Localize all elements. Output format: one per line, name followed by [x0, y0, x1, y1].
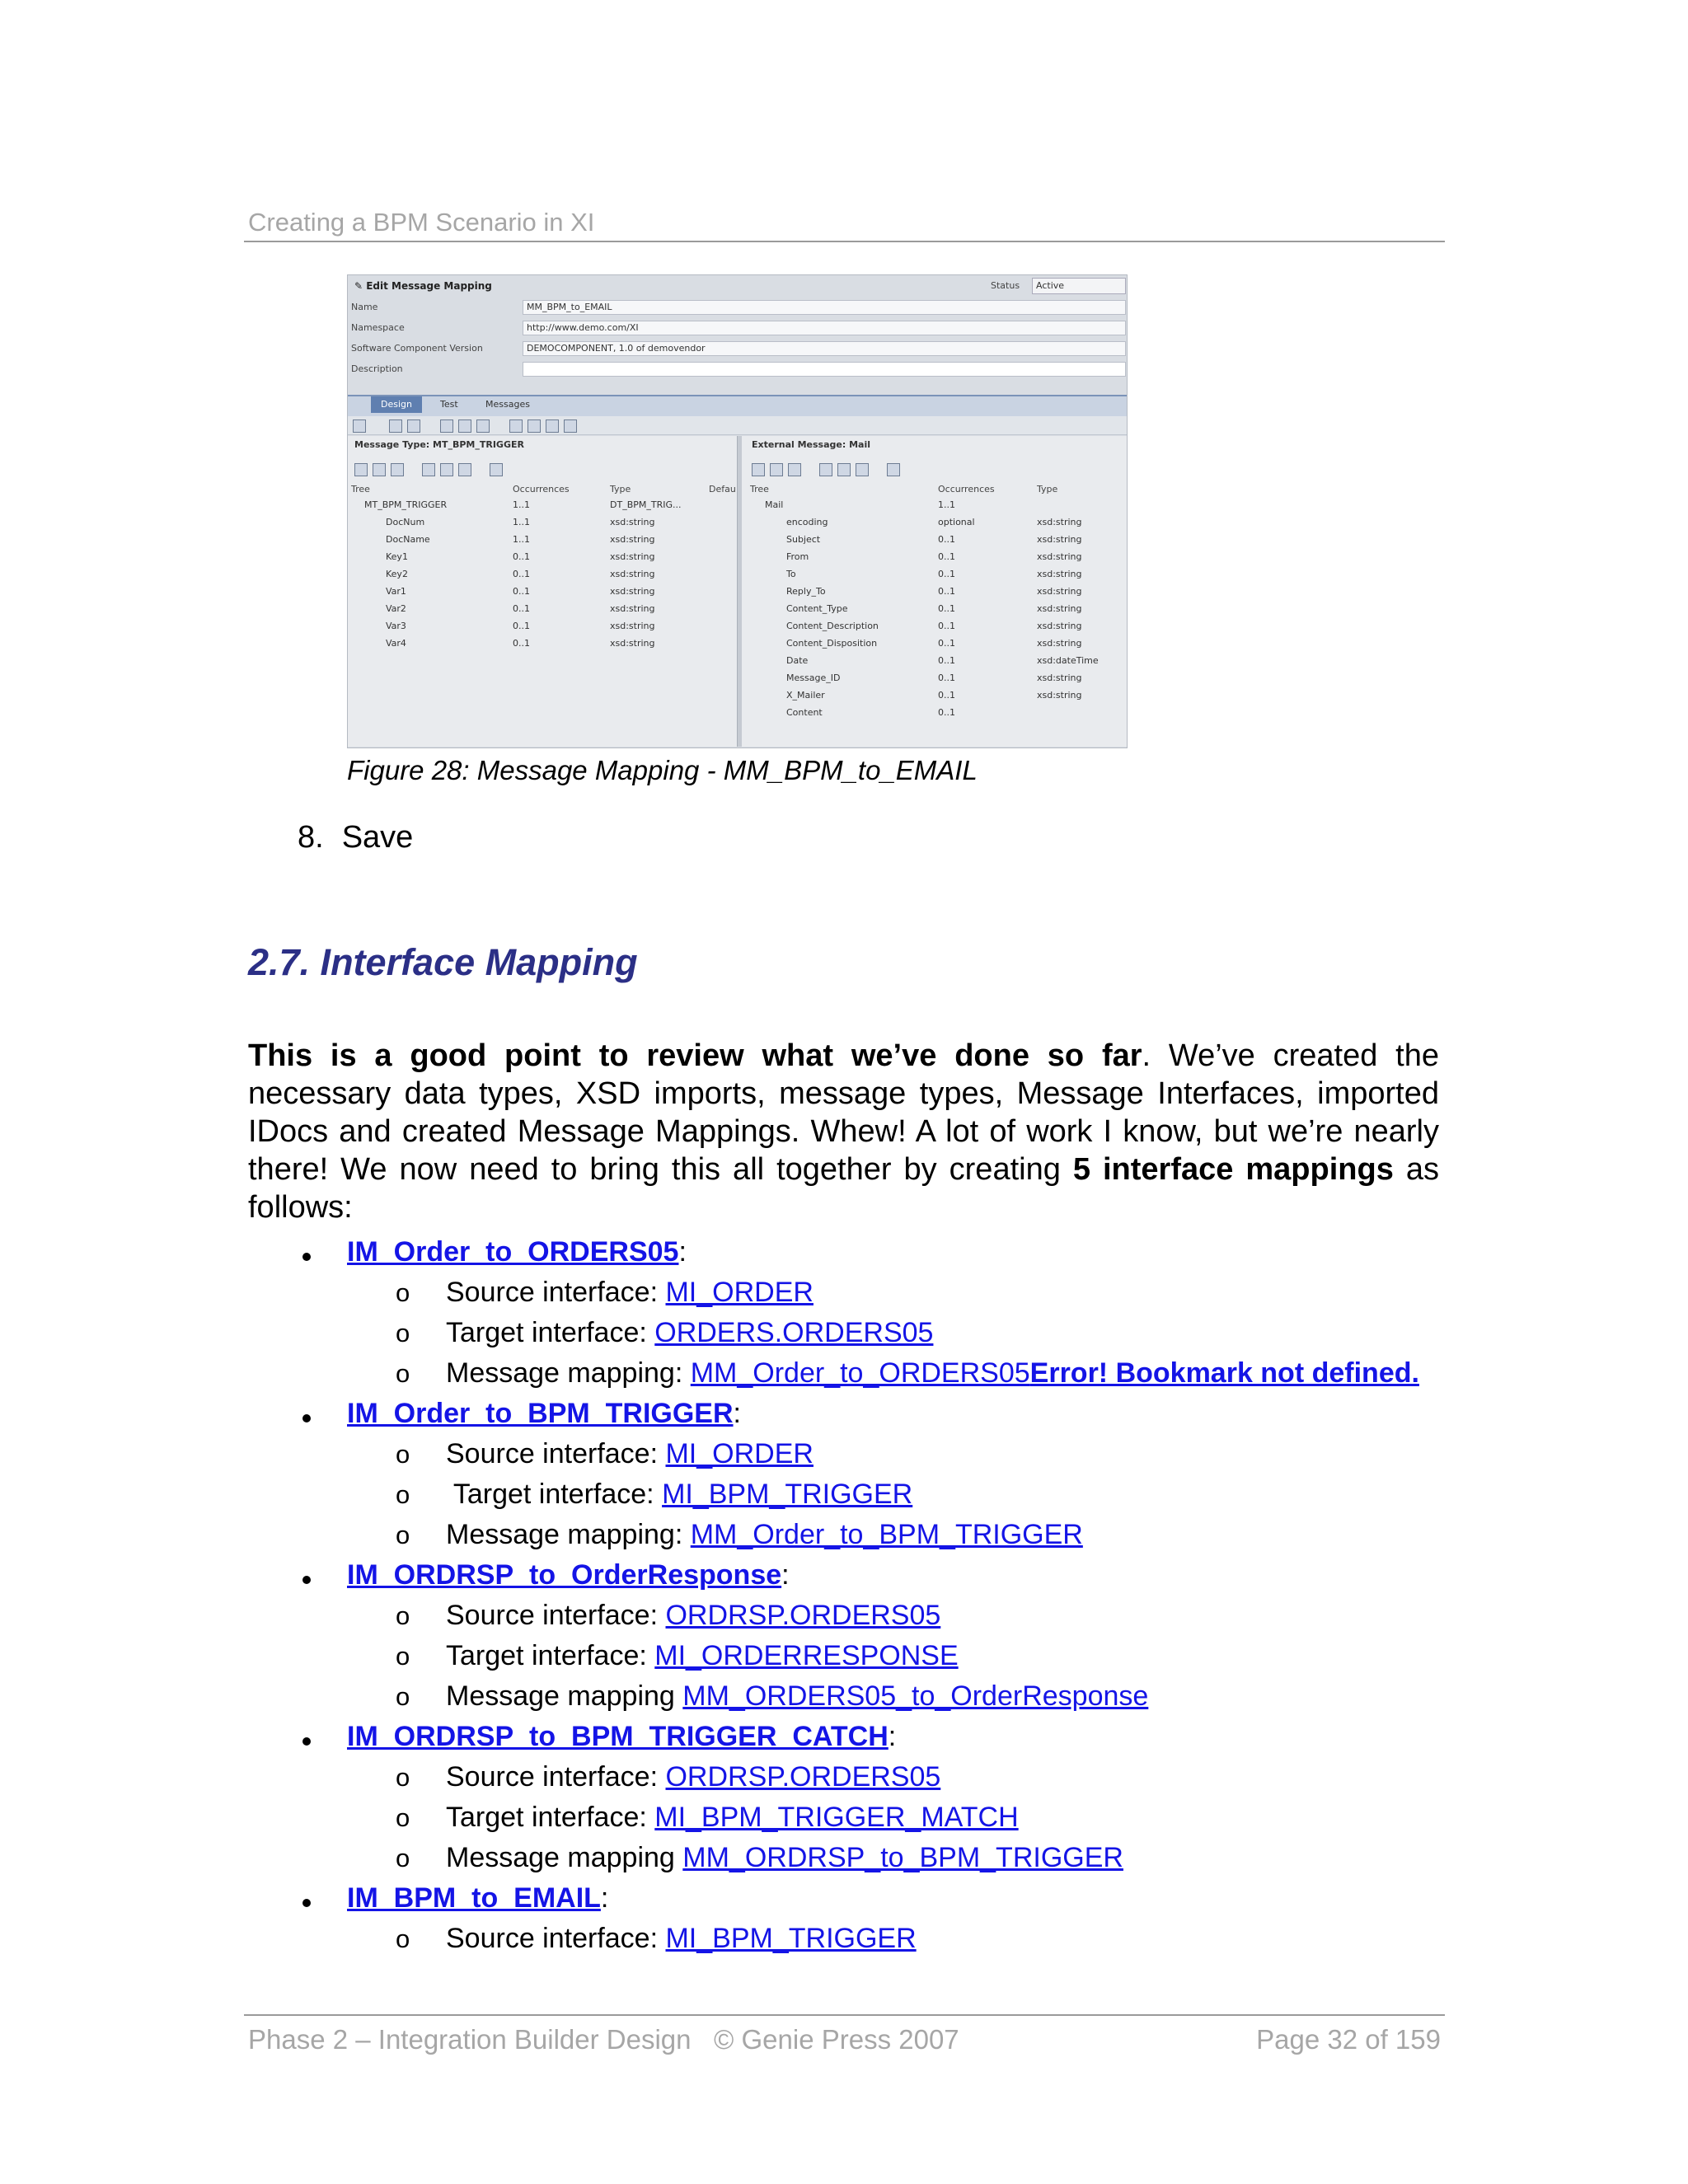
tree-node-name[interactable]: Mail [765, 499, 784, 510]
tree-node-occurrence: 0..1 [938, 551, 955, 562]
toolbar-icon[interactable] [564, 419, 577, 433]
toolbar-icon[interactable] [458, 419, 471, 433]
tree-node-type: xsd:string [610, 586, 655, 597]
intro-paragraph [248, 1037, 1439, 1226]
sub-bullet-icon: o [396, 1319, 410, 1347]
mapping-item [347, 1236, 687, 1268]
detail-link[interactable]: ORDRSP.ORDERS05 [665, 1761, 941, 1793]
tree-node-type: xsd:string [610, 638, 655, 649]
toolbar-icon[interactable] [407, 419, 420, 433]
pane-toolbar-icon[interactable] [819, 463, 832, 476]
sub-bullet-icon: o [396, 1924, 410, 1953]
bullet-icon [302, 1899, 311, 1907]
column-header: Occurrences [513, 484, 570, 494]
sub-bullet-icon: o [396, 1440, 410, 1469]
pane-toolbar-icon[interactable] [354, 463, 368, 476]
sub-bullet-icon: o [396, 1844, 410, 1872]
pane-toolbar-icon[interactable] [440, 463, 453, 476]
step-item [298, 820, 413, 855]
tree-node-type: xsd:string [1037, 551, 1082, 562]
detail-link[interactable]: MI_BPM_TRIGGER [665, 1923, 917, 1954]
toolbar-icon[interactable] [546, 419, 559, 433]
detail-link[interactable]: MI_BPM_TRIGGER [662, 1479, 913, 1510]
detail-label: Source interface: [446, 1923, 666, 1954]
mapping-detail [446, 1317, 933, 1349]
detail-label: Target interface: [446, 1640, 655, 1671]
tree-node-name[interactable]: Date [786, 655, 809, 666]
tree-node-type: xsd:string [610, 569, 655, 579]
sub-bullet-icon: o [396, 1359, 410, 1388]
mapping-item [347, 1882, 608, 1915]
tree-node-name[interactable]: X_Mailer [786, 690, 825, 701]
tree-node-type: xsd:dateTime [1037, 655, 1099, 666]
footer-rule [244, 2014, 1445, 2016]
detail-label: Message mapping: [446, 1519, 691, 1550]
tree-node-type: xsd:string [1037, 690, 1082, 701]
mapping-name-link[interactable]: IM_ORDRSP_to_BPM_TRIGGER_CATCH [347, 1721, 889, 1752]
pane-toolbar-icon[interactable] [490, 463, 503, 476]
figure-caption: Figure 28: Message Mapping - MM_BPM_to_EMAIL [347, 755, 978, 785]
tree-node-name[interactable]: Content_Description [786, 621, 879, 631]
tree-node-name[interactable]: DocName [386, 534, 430, 545]
mapping-item [347, 1721, 896, 1753]
tab-design[interactable]: Design [371, 396, 422, 413]
tree-node-occurrence: 1..1 [513, 534, 530, 545]
sub-bullet-icon: o [396, 1682, 410, 1711]
bullet-icon [302, 1576, 311, 1584]
pane-toolbar-icon[interactable] [856, 463, 869, 476]
pane-toolbar-icon[interactable] [422, 463, 435, 476]
edit-icon: ✎ [354, 280, 367, 292]
mapping-name-link[interactable]: IM_Order_to_ORDERS05 [347, 1236, 679, 1268]
sub-bullet-icon: o [396, 1601, 410, 1630]
toolbar-icon[interactable] [389, 419, 402, 433]
detail-label: Source interface: [446, 1600, 666, 1631]
pane-toolbar-icon[interactable] [752, 463, 765, 476]
tree-node-type: DT_BPM_TRIG... [610, 499, 682, 510]
window-title [354, 280, 492, 292]
detail-link[interactable]: MI_ORDER [665, 1277, 814, 1308]
detail-label: Message mapping [446, 1680, 683, 1712]
tree-node-occurrence: 0..1 [938, 690, 955, 701]
mapping-detail [446, 1640, 959, 1672]
punctuation: : [678, 1236, 687, 1268]
pane-toolbar-icon[interactable] [458, 463, 471, 476]
mapping-detail [446, 1277, 814, 1309]
status-value: Active [1032, 278, 1126, 294]
sub-bullet-icon: o [396, 1480, 410, 1509]
detail-link[interactable]: ORDERS.ORDERS05 [654, 1317, 934, 1348]
namespace-label: Namespace [351, 322, 405, 333]
detail-label: Source interface: [446, 1761, 666, 1793]
mapping-detail [446, 1680, 1148, 1713]
column-header: Type [610, 484, 631, 494]
tree-node-type: xsd:string [610, 517, 655, 527]
mapping-name-link[interactable]: IM_Order_to_BPM_TRIGGER [347, 1398, 734, 1429]
mapping-name-link[interactable]: IM_BPM_to_EMAIL [347, 1882, 601, 1914]
paragraph-bold: 5 interface mappings [1072, 1152, 1394, 1187]
tree-node-name[interactable]: Content_Type [786, 603, 848, 614]
lead-bold: This is a good point to review what we’ve done so far [248, 1038, 1142, 1073]
detail-label: Source interface: [446, 1438, 666, 1469]
tree-node-occurrence: 0..1 [938, 534, 955, 545]
step-number: 8. [298, 820, 324, 855]
tab-test[interactable]: Test [440, 399, 458, 410]
bookmark-error[interactable]: Error! Bookmark not defined. [1029, 1357, 1419, 1389]
pane-toolbar-icon[interactable] [391, 463, 404, 476]
tree-node-occurrence: 0..1 [513, 621, 530, 631]
tree-node-type: xsd:string [610, 551, 655, 562]
window-title-text: Edit Message Mapping [366, 280, 492, 292]
mapping-detail [446, 1600, 940, 1632]
punctuation: : [733, 1398, 741, 1429]
section-heading: 2.7. Interface Mapping [248, 941, 638, 983]
detail-link[interactable]: MM_Order_to_ORDERS05 [690, 1357, 1030, 1389]
step-text: Save [341, 820, 414, 855]
tree-node-name[interactable]: Var2 [386, 603, 406, 614]
tree-node-occurrence: 0..1 [938, 673, 955, 683]
pane-toolbar-icon[interactable] [770, 463, 783, 476]
tree-node-name[interactable]: MT_BPM_TRIGGER [364, 499, 448, 510]
bullet-icon [302, 1737, 311, 1746]
target-pane-title: External Message: Mail [752, 439, 871, 450]
sub-bullet-icon: o [396, 1642, 410, 1671]
toolbar-icon[interactable] [476, 419, 490, 433]
swcv-label: Software Component Version [351, 343, 483, 354]
tree-node-occurrence: 1..1 [938, 499, 955, 510]
sub-bullet-icon: o [396, 1278, 410, 1307]
tree-node-name[interactable]: DocNum [386, 517, 425, 527]
pane-toolbar-icon[interactable] [373, 463, 386, 476]
namespace-field[interactable]: http://www.demo.com/XI [523, 321, 1126, 335]
tree-node-occurrence: 0..1 [513, 638, 530, 649]
mapping-item [347, 1559, 790, 1591]
running-header: Creating a BPM Scenario in XI [248, 208, 595, 237]
toolbar-icon[interactable] [509, 419, 523, 433]
pane-toolbar-icon[interactable] [887, 463, 900, 476]
mapping-detail [446, 1479, 912, 1511]
tree-node-occurrence: 0..1 [938, 603, 955, 614]
tree-node-type: xsd:string [610, 534, 655, 545]
tree-node-type: xsd:string [1037, 517, 1082, 527]
tree-node-name[interactable]: Var1 [386, 586, 406, 597]
detail-label: Message mapping [446, 1842, 683, 1873]
tree-node-name[interactable]: Key1 [386, 551, 408, 562]
tree-node-name[interactable]: From [786, 551, 809, 562]
name-field[interactable]: MM_BPM_to_EMAIL [523, 300, 1126, 315]
detail-link[interactable]: MI_BPM_TRIGGER_MATCH [654, 1802, 1019, 1833]
tree-node-occurrence: 0..1 [938, 586, 955, 597]
detail-link[interactable]: MI_ORDER [665, 1438, 814, 1469]
punctuation: : [781, 1559, 790, 1591]
status-label: Status [991, 280, 1020, 291]
source-pane-title: Message Type: MT_BPM_TRIGGER [354, 439, 524, 450]
tree-node-type: xsd:string [1037, 569, 1082, 579]
tree-node-name[interactable]: Content_Disposition [786, 638, 878, 649]
tree-node-occurrence: optional [938, 517, 975, 527]
toolbar-icon[interactable] [528, 419, 541, 433]
tree-node-type: xsd:string [610, 621, 655, 631]
detail-link[interactable]: ORDRSP.ORDERS05 [665, 1600, 941, 1631]
mapping-detail [446, 1842, 1123, 1874]
sub-bullet-icon: o [396, 1803, 410, 1832]
tree-node-type: xsd:string [1037, 621, 1082, 631]
tree-node-occurrence: 0..1 [938, 569, 955, 579]
tree-node-occurrence: 0..1 [938, 621, 955, 631]
detail-link[interactable]: MM_ORDRSP_to_BPM_TRIGGER [682, 1842, 1123, 1873]
pane-toolbar-icon[interactable] [837, 463, 851, 476]
description-field[interactable] [523, 362, 1126, 377]
tree-node-occurrence: 0..1 [938, 638, 955, 649]
tree-node-type: xsd:string [1037, 586, 1082, 597]
column-header: Occurrences [938, 484, 995, 494]
tree-node-name[interactable]: Subject [786, 534, 821, 545]
tree-node-occurrence: 0..1 [938, 655, 955, 666]
column-header: Defau [709, 484, 736, 494]
tree-node-occurrence: 0..1 [513, 586, 530, 597]
page-number: Page 32 of 159 [1256, 2024, 1441, 2055]
sub-bullet-icon: o [396, 1763, 410, 1792]
detail-link[interactable]: MM_Order_to_BPM_TRIGGER [690, 1519, 1083, 1550]
tree-node-occurrence: 0..1 [938, 707, 955, 718]
tree-node-name[interactable]: encoding [786, 517, 828, 527]
toolbar-icon[interactable] [440, 419, 453, 433]
footer-left: Phase 2 – Integration Builder Design © Genie Press 2007 [248, 2024, 959, 2055]
detail-label: Source interface: [446, 1277, 666, 1308]
mapping-detail [446, 1519, 1083, 1551]
toolbar-icon[interactable] [353, 419, 366, 433]
column-header: Tree [351, 484, 370, 494]
tree-node-name[interactable]: Var3 [386, 621, 406, 631]
mapping-item [347, 1398, 741, 1430]
header-rule [244, 241, 1445, 242]
detail-link[interactable]: MI_ORDERRESPONSE [654, 1640, 959, 1671]
sub-bullet-icon: o [396, 1521, 410, 1549]
detail-label: Target interface: [446, 1802, 655, 1833]
mapping-detail [446, 1802, 1019, 1834]
detail-link[interactable]: MM_ORDERS05_to_OrderResponse [682, 1680, 1149, 1712]
bullet-icon [302, 1253, 311, 1261]
tree-node-type: xsd:string [1037, 673, 1082, 683]
tree-node-occurrence: 0..1 [513, 551, 530, 562]
pane-toolbar-icon[interactable] [788, 463, 801, 476]
column-header: Type [1037, 484, 1058, 494]
detail-label: Target interface: [446, 1317, 655, 1348]
tree-node-type: xsd:string [610, 603, 655, 614]
column-header: Tree [750, 484, 769, 494]
tree-node-type: xsd:string [1037, 534, 1082, 545]
tree-node-occurrence: 0..1 [513, 569, 530, 579]
tree-node-name[interactable]: Key2 [386, 569, 408, 579]
tree-node-name[interactable]: To [786, 569, 796, 579]
tree-node-type: xsd:string [1037, 638, 1082, 649]
paragraph-text: as follows: [248, 1152, 1439, 1225]
mapping-detail [446, 1923, 917, 1955]
punctuation: : [888, 1721, 897, 1752]
tree-node-occurrence: 1..1 [513, 499, 530, 510]
tab-messages[interactable]: Messages [485, 399, 530, 410]
tree-node-name[interactable]: Message_ID [786, 673, 841, 683]
tree-node-name[interactable]: Var4 [386, 638, 406, 649]
tree-node-occurrence: 0..1 [513, 603, 530, 614]
tree-node-occurrence: 1..1 [513, 517, 530, 527]
description-label: Description [351, 363, 403, 374]
mapping-name-link[interactable]: IM_ORDRSP_to_OrderResponse [347, 1559, 782, 1591]
tree-node-name[interactable]: Reply_To [786, 586, 826, 597]
mapping-detail [446, 1357, 1419, 1390]
detail-label: Message mapping: [446, 1357, 691, 1389]
bullet-icon [302, 1414, 311, 1422]
name-label: Name [351, 302, 378, 312]
swcv-field[interactable]: DEMOCOMPONENT, 1.0 of demovendor [523, 341, 1126, 356]
mapping-detail [446, 1438, 814, 1470]
paragraph-text: . We’ve created the necessary data types, XSD imports, message types, Message Interfaces, imported IDocs and created Message Mappings. Whew! A lot of work I know, but we’re nearly there! We now need to bring this all together by creating [248, 1038, 1439, 1187]
tree-node-type: xsd:string [1037, 603, 1082, 614]
message-mapping-screenshot [347, 274, 1128, 748]
tree-node-name[interactable]: Content [786, 707, 823, 718]
punctuation: : [600, 1882, 609, 1914]
detail-label: Target interface: [446, 1479, 663, 1510]
mapping-detail [446, 1761, 940, 1793]
